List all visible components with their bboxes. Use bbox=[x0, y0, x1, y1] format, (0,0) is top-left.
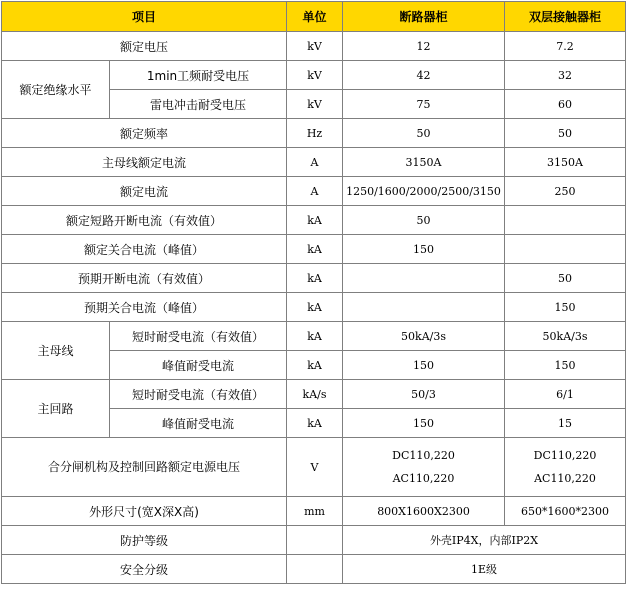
row-label: 防护等级 bbox=[2, 526, 287, 555]
unit-cell: kA bbox=[287, 322, 343, 351]
merged-value: 外壳IP4X，内部IP2X bbox=[343, 526, 626, 555]
table-row bbox=[2, 206, 626, 235]
table-row bbox=[2, 235, 626, 264]
unit-cell: kV bbox=[287, 90, 343, 119]
row-label: 额定关合电流（峰值） bbox=[2, 235, 287, 264]
row-label: 额定电压 bbox=[2, 32, 287, 61]
contactor-value: 650*1600*2300 bbox=[505, 497, 626, 526]
unit-cell: Hz bbox=[287, 119, 343, 148]
contactor-value: 50 bbox=[505, 119, 626, 148]
contactor-value: 3150A bbox=[505, 148, 626, 177]
header-unit: 单位 bbox=[287, 2, 343, 32]
breaker-value bbox=[343, 264, 505, 293]
row-label: 额定频率 bbox=[2, 119, 287, 148]
table-row bbox=[2, 322, 626, 351]
row-label: 安全分级 bbox=[2, 555, 287, 584]
contactor-value: 6/1 bbox=[505, 380, 626, 409]
breaker-value: 12 bbox=[343, 32, 505, 61]
breaker-value: 50 bbox=[343, 206, 505, 235]
breaker-value bbox=[343, 438, 505, 497]
row-label: 主母线额定电流 bbox=[2, 148, 287, 177]
row-label: 1min工频耐受电压 bbox=[110, 61, 287, 90]
merged-value: 1E级 bbox=[343, 555, 626, 584]
contactor-value: 150 bbox=[505, 351, 626, 380]
contactor-value: 15 bbox=[505, 409, 626, 438]
spec-table bbox=[1, 1, 626, 584]
unit-cell: kA bbox=[287, 206, 343, 235]
table-row bbox=[2, 264, 626, 293]
unit-cell: kA bbox=[287, 293, 343, 322]
row-label: 外形尺寸(宽X深X高) bbox=[2, 497, 287, 526]
table-row bbox=[2, 438, 626, 497]
unit-cell: kV bbox=[287, 32, 343, 61]
breaker-value: 3150A bbox=[343, 148, 505, 177]
contactor-value: 60 bbox=[505, 90, 626, 119]
contactor-value bbox=[505, 438, 626, 497]
table-row bbox=[2, 61, 626, 90]
group-label: 主母线 bbox=[2, 322, 110, 380]
row-label: 短时耐受电流（有效值） bbox=[110, 322, 287, 351]
unit-cell: V bbox=[287, 438, 343, 497]
table-row bbox=[2, 555, 626, 584]
breaker-value: 50/3 bbox=[343, 380, 505, 409]
table-row bbox=[2, 177, 626, 206]
row-label: 短时耐受电流（有效值） bbox=[110, 380, 287, 409]
table-row bbox=[2, 148, 626, 177]
contactor-value: 50 bbox=[505, 264, 626, 293]
breaker-value: 150 bbox=[343, 409, 505, 438]
breaker-dc-value: DC110,220 bbox=[392, 449, 455, 462]
breaker-value: 50kA/3s bbox=[343, 322, 505, 351]
table-row bbox=[2, 293, 626, 322]
contactor-value: 50kA/3s bbox=[505, 322, 626, 351]
row-label: 额定电流 bbox=[2, 177, 287, 206]
group-label: 额定绝缘水平 bbox=[2, 61, 110, 119]
breaker-value: 800X1600X2300 bbox=[343, 497, 505, 526]
table-row bbox=[2, 32, 626, 61]
row-label: 峰值耐受电流 bbox=[110, 351, 287, 380]
unit-cell bbox=[287, 526, 343, 555]
group-label: 主回路 bbox=[2, 380, 110, 438]
breaker-value: 150 bbox=[343, 351, 505, 380]
table-row bbox=[2, 119, 626, 148]
unit-cell: kV bbox=[287, 61, 343, 90]
table-row bbox=[2, 526, 626, 555]
table-row bbox=[2, 380, 626, 409]
breaker-ac-value: AC110,220 bbox=[392, 472, 455, 485]
header-row bbox=[2, 2, 626, 32]
contactor-value bbox=[505, 206, 626, 235]
unit-cell: A bbox=[287, 148, 343, 177]
breaker-value: 150 bbox=[343, 235, 505, 264]
header-contactor: 双层接触器柜 bbox=[505, 2, 626, 32]
table-row bbox=[2, 497, 626, 526]
breaker-value: 42 bbox=[343, 61, 505, 90]
header-breaker: 断路器柜 bbox=[343, 2, 505, 32]
unit-cell bbox=[287, 555, 343, 584]
unit-cell: kA bbox=[287, 264, 343, 293]
contactor-value: 250 bbox=[505, 177, 626, 206]
row-label: 额定短路开断电流（有效值） bbox=[2, 206, 287, 235]
row-label: 预期关合电流（峰值） bbox=[2, 293, 287, 322]
breaker-value: 50 bbox=[343, 119, 505, 148]
unit-cell: A bbox=[287, 177, 343, 206]
unit-cell: kA bbox=[287, 409, 343, 438]
breaker-value bbox=[343, 293, 505, 322]
row-label: 峰值耐受电流 bbox=[110, 409, 287, 438]
contactor-value: 150 bbox=[505, 293, 626, 322]
contactor-dc-value: DC110,220 bbox=[533, 449, 597, 462]
row-label: 雷电冲击耐受电压 bbox=[110, 90, 287, 119]
contactor-ac-value: AC110,220 bbox=[534, 472, 596, 485]
contactor-value bbox=[505, 235, 626, 264]
breaker-value: 1250/1600/2000/2500/3150 bbox=[343, 177, 505, 206]
unit-cell: kA bbox=[287, 351, 343, 380]
contactor-value: 7.2 bbox=[505, 32, 626, 61]
contactor-value: 32 bbox=[505, 61, 626, 90]
unit-cell: kA bbox=[287, 235, 343, 264]
unit-cell: mm bbox=[287, 497, 343, 526]
breaker-value: 75 bbox=[343, 90, 505, 119]
unit-cell: kA/s bbox=[287, 380, 343, 409]
header-item: 项目 bbox=[2, 2, 287, 32]
row-label: 合分闸机构及控制回路额定电源电压 bbox=[2, 438, 287, 497]
row-label: 预期开断电流（有效值） bbox=[2, 264, 287, 293]
